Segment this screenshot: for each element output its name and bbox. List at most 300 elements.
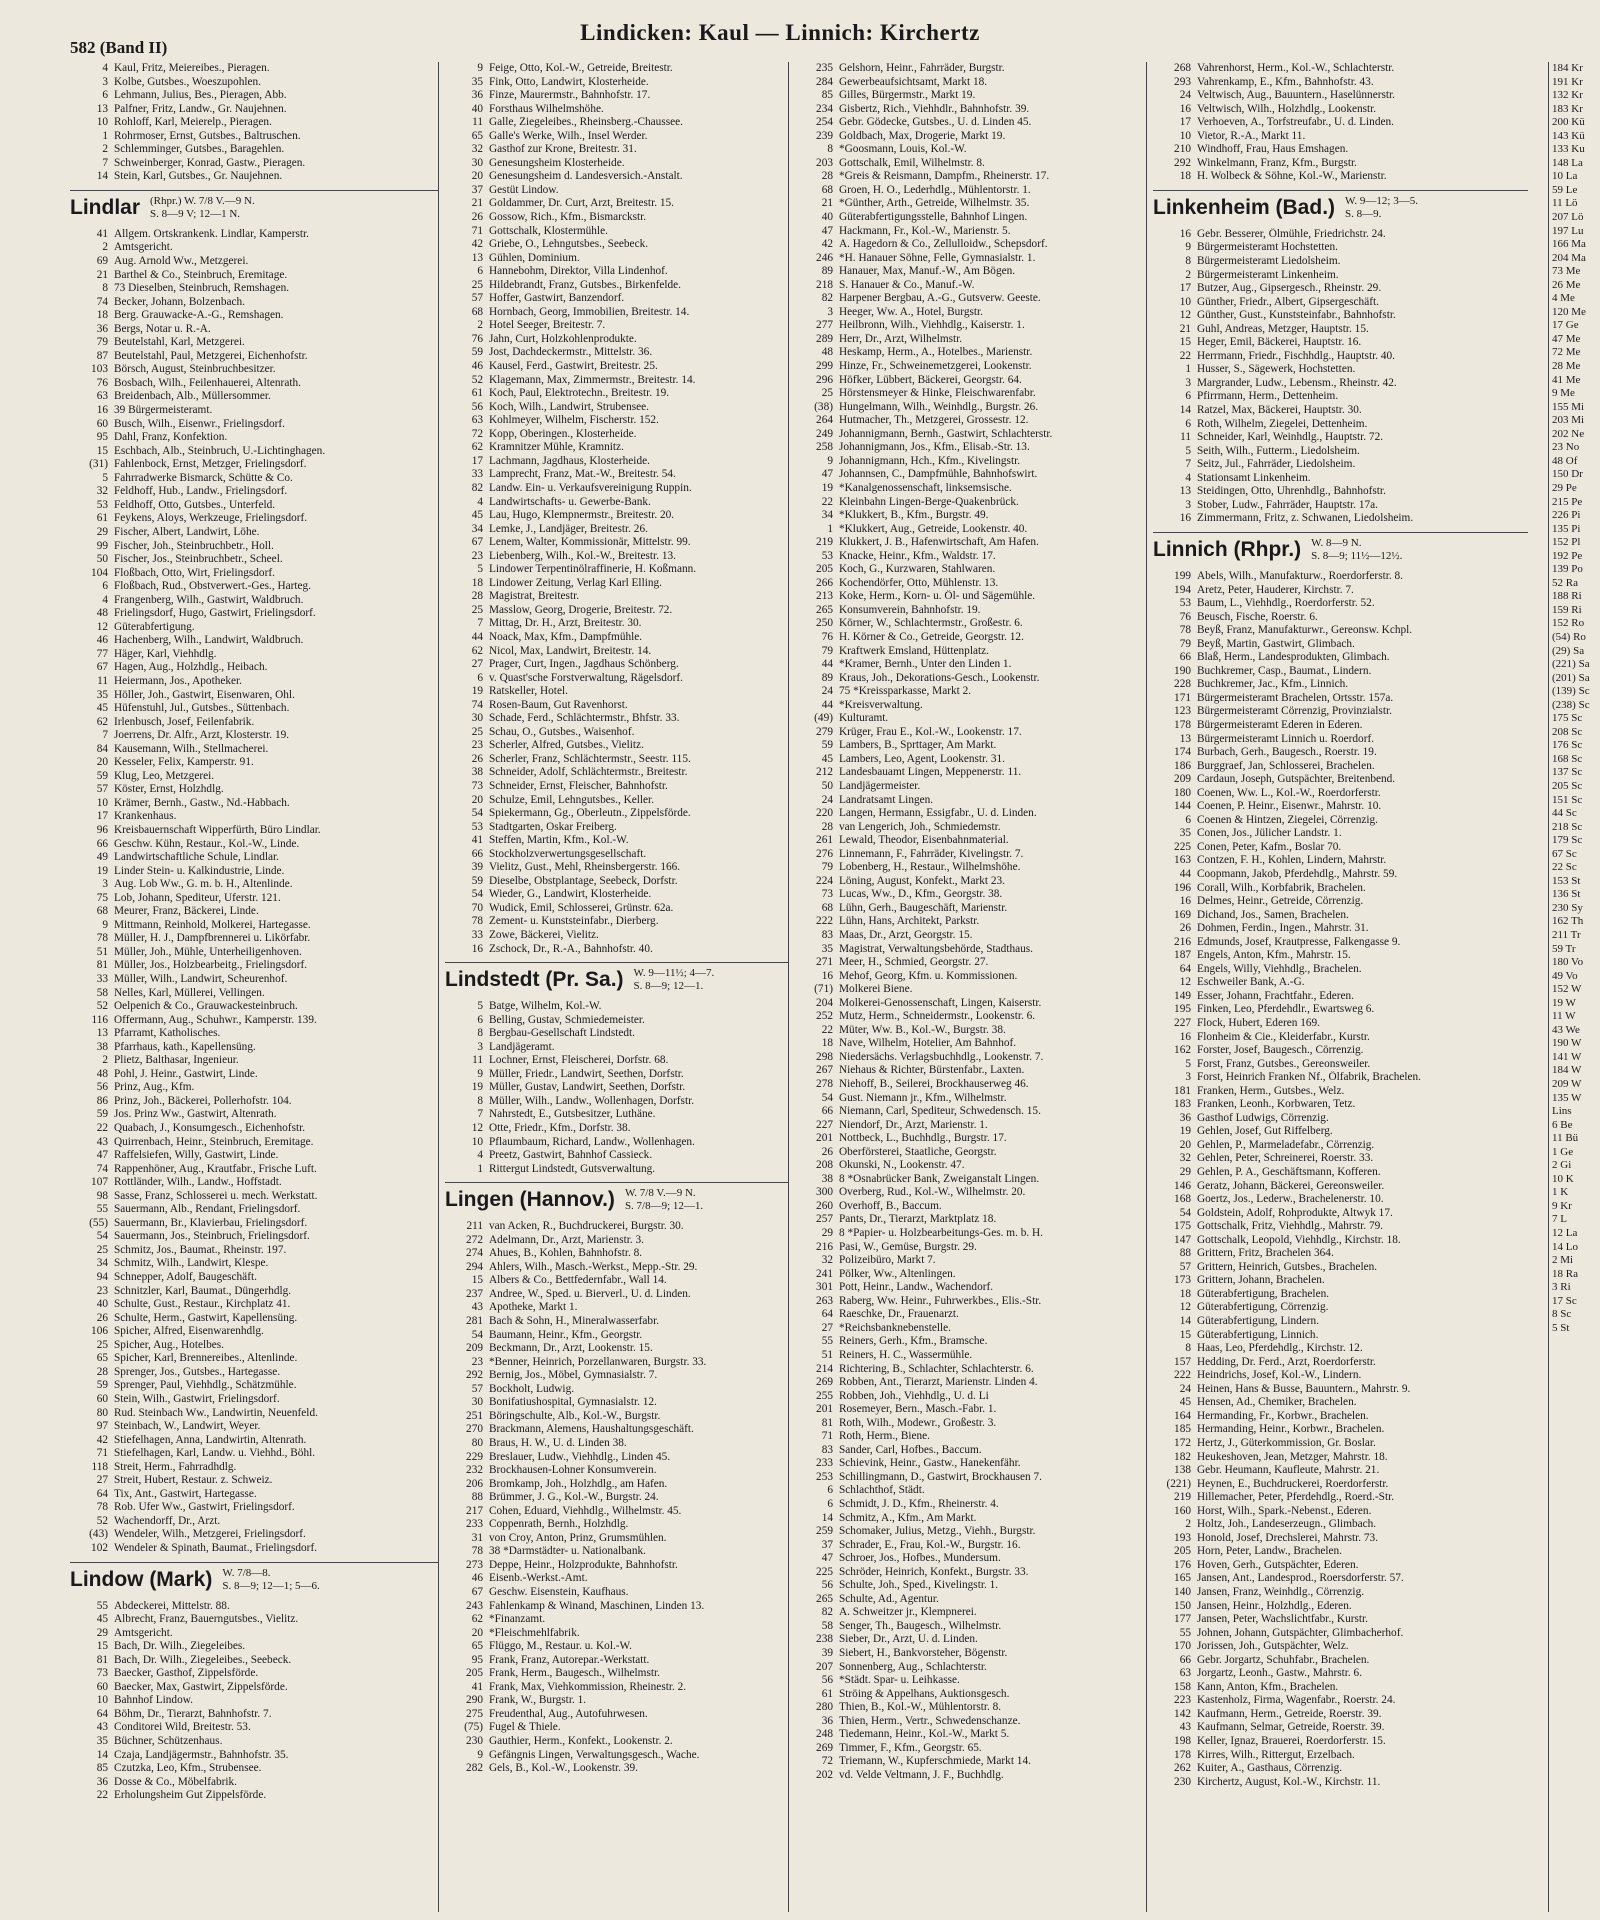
- phone-number: 164: [1174, 1409, 1191, 1422]
- directory-entry: [70, 1312, 438, 1326]
- subscriber-name: Franken, Herm., Gutsbes., Welz.: [1197, 1084, 1345, 1097]
- subscriber-name: Bach, Dr. Wilh., Ziegeleibes., Seebeck.: [114, 1653, 292, 1666]
- subscriber-name: Bach, Dr. Wilh., Ziegeleibes.: [114, 1640, 246, 1653]
- directory-entry: [1153, 787, 1528, 801]
- phone-number: 194: [1174, 583, 1191, 596]
- subscriber-name: Haas, Leo, Pferdehdlg., Kirchstr. 12.: [1197, 1342, 1363, 1355]
- directory-entry: [70, 62, 438, 76]
- subscriber-name: Sieber, Dr., Arzt, U. d. Linden.: [839, 1633, 978, 1646]
- directory-entry: [795, 1213, 1146, 1227]
- subscriber-name: Margrander, Ludw., Lebensm., Rheinstr. 42.: [1197, 376, 1397, 389]
- directory-entry: [795, 157, 1146, 171]
- phone-number: 66: [1179, 1653, 1191, 1666]
- subscriber-name: Joerrens, Dr. Alfr., Arzt, Klosterstr. 19.: [114, 729, 290, 742]
- directory-entry: [795, 1010, 1146, 1024]
- directory-entry: [1153, 1776, 1528, 1790]
- subscriber-name: Sonnenberg, Aug., Schlachterstr.: [839, 1660, 987, 1673]
- phone-number: 76: [1179, 610, 1191, 623]
- directory-entry: [445, 1136, 788, 1150]
- directory-entry: [445, 726, 788, 740]
- phone-number: 85: [821, 89, 833, 102]
- directory-entry: [70, 404, 438, 418]
- directory-entry: [70, 946, 438, 960]
- phone-number: 97: [96, 1420, 108, 1433]
- phone-number: 160: [1174, 1504, 1191, 1517]
- directory-entry: [70, 1654, 438, 1668]
- directory-entry: [445, 1329, 788, 1343]
- cropped-entry: 9 Kr: [1552, 1199, 1572, 1212]
- directory-entry: [445, 875, 788, 889]
- directory-entry: [445, 1600, 788, 1614]
- phone-number: 25: [96, 1243, 108, 1256]
- subscriber-name: Quirrenbach, Heinr., Steinbruch, Eremitage.: [114, 1135, 314, 1148]
- phone-number: 50: [821, 779, 833, 792]
- phone-number: 42: [821, 238, 833, 251]
- phone-number: 72: [471, 427, 483, 440]
- directory-entry: [70, 116, 438, 130]
- directory-entry: [795, 333, 1146, 347]
- cropped-entry: 29 Pe: [1552, 481, 1577, 494]
- subscriber-name: Edmunds, Josef, Krautpresse, Falkengasse 9.: [1197, 935, 1401, 948]
- phone-number: 64: [96, 1707, 108, 1720]
- subscriber-name: *Städt. Spar- u. Leihkasse.: [839, 1674, 960, 1687]
- phone-number: 43: [96, 1721, 108, 1734]
- town-name: Linkenheim (Bad.): [1153, 195, 1336, 219]
- directory-entry: [795, 455, 1146, 469]
- phone-number: 25: [471, 725, 483, 738]
- phone-number: 20: [1179, 1138, 1191, 1151]
- subscriber-name: *Kanalgenossenschaft, linksemsische.: [839, 481, 1012, 494]
- subscriber-name: Buchkremer, Casp., Baumat., Lindern.: [1197, 664, 1372, 677]
- directory-entry: [70, 1681, 438, 1695]
- directory-entry: [445, 116, 788, 130]
- subscriber-name: Hannebohm, Direktor, Villa Lindenhof.: [489, 265, 668, 278]
- subscriber-name: Baecker, Gasthof, Zippelsförde.: [114, 1667, 259, 1680]
- phone-number: 16: [1179, 227, 1191, 240]
- phone-number: 24: [821, 793, 833, 806]
- cropped-entry: 152 Ro: [1552, 617, 1585, 630]
- cropped-entry: 43 We: [1552, 1023, 1580, 1036]
- directory-entry: [1153, 746, 1528, 760]
- subscriber-name: Vielitz, Gust., Mehl, Rheinsbergerstr. 166.: [489, 861, 681, 874]
- directory-entry: [70, 170, 438, 184]
- subscriber-name: Schneider, Ernst, Fleischer, Bahnhofstr.: [489, 779, 668, 792]
- directory-entry: [795, 1769, 1146, 1783]
- phone-number: 43: [471, 1301, 483, 1314]
- phone-number: 15: [1179, 1328, 1191, 1341]
- subscriber-name: Bergs, Notar u. R.-A.: [114, 322, 211, 335]
- directory-entry: [1153, 431, 1528, 445]
- phone-number: 89: [821, 265, 833, 278]
- phone-number: 123: [1174, 705, 1191, 718]
- subscriber-name: Abdeckerei, Mittelstr. 88.: [114, 1599, 230, 1612]
- phone-number: 6: [477, 671, 483, 684]
- directory-entry: [1153, 854, 1528, 868]
- subscriber-name: Vahrenhorst, Herm., Kol.-W., Schlachterstr.: [1197, 62, 1395, 74]
- cropped-entry: 11 Bü: [1552, 1132, 1579, 1145]
- phone-number: 5: [477, 1000, 483, 1013]
- directory-entry: [795, 834, 1146, 848]
- subscriber-name: Mutz, Herm., Schneidermstr., Lookenstr. 6.: [839, 1010, 1036, 1023]
- subscriber-name: Seitz, Jul., Fahrräder, Liedolsheim.: [1197, 458, 1356, 471]
- phone-number: 31: [471, 1531, 483, 1544]
- cropped-entry: 17 Sc: [1552, 1294, 1577, 1307]
- phone-number: 18: [1179, 1287, 1191, 1300]
- phone-number: 204: [816, 996, 833, 1009]
- directory-entry: [70, 228, 438, 242]
- directory-entry: [795, 1674, 1146, 1688]
- subscriber-name: Gauthier, Herm., Konfekt., Lookenstr. 2.: [489, 1734, 673, 1747]
- subscriber-name: Schröder, Heinrich, Konfekt., Burgstr. 33.: [839, 1565, 1029, 1578]
- phone-number: 116: [91, 1013, 108, 1026]
- phone-number: 7: [102, 156, 108, 169]
- subscriber-name: Sprenger, Jos., Gutsbes., Hartegasse.: [114, 1365, 281, 1378]
- phone-number: 70: [471, 901, 483, 914]
- directory-entry: [795, 1417, 1146, 1431]
- phone-number: 277: [816, 319, 833, 332]
- directory-entry: [70, 540, 438, 554]
- directory-entry: [795, 1620, 1146, 1634]
- subscriber-name: Stadtgarten, Oskar Freiberg.: [489, 820, 617, 833]
- directory-entry: [70, 1613, 438, 1627]
- phone-number: 138: [1174, 1464, 1191, 1477]
- phone-number: 38: [471, 766, 483, 779]
- subscriber-name: Schrader, E., Frau, Kol.-W., Burgstr. 16.: [839, 1538, 1021, 1551]
- directory-entry: [1153, 1478, 1528, 1492]
- directory-entry: [445, 1261, 788, 1275]
- subscriber-name: Beusch, Fische, Roerstr. 6.: [1197, 610, 1318, 623]
- subscriber-name: *Klukkert, B., Kfm., Burgstr. 49.: [839, 509, 989, 522]
- phone-number: 44: [1179, 867, 1191, 880]
- phone-number: 14: [96, 170, 108, 183]
- directory-entry: [1153, 377, 1528, 391]
- phone-number: 88: [1179, 1247, 1191, 1260]
- directory-entry: [70, 1108, 438, 1122]
- subscriber-name: Krüger, Frau E., Kol.-W., Lookenstr. 17.: [839, 725, 1022, 738]
- directory-entry: [445, 617, 788, 631]
- subscriber-name: *Reichsbanknebenstelle.: [839, 1321, 951, 1334]
- directory-entry: [1153, 1139, 1528, 1153]
- phone-number: 14: [821, 1511, 833, 1524]
- subscriber-name: Jansen, Peter, Wachslichtfabr., Kurstr.: [1197, 1613, 1368, 1626]
- cropped-entry: 132 Kr: [1552, 89, 1583, 102]
- subscriber-name: 73 Dieselben, Steinbruch, Remshagen.: [114, 282, 290, 295]
- directory-entry: [795, 225, 1146, 239]
- subscriber-name: Schroer, Jos., Hofbes., Mundersum.: [839, 1552, 1001, 1565]
- phone-number: 11: [1180, 431, 1191, 444]
- subscriber-name: Ratskeller, Hotel.: [489, 685, 568, 698]
- phone-number: 14: [1179, 404, 1191, 417]
- phone-number: 36: [96, 322, 108, 335]
- cropped-entry: 168 Sc: [1552, 752, 1583, 765]
- phone-number: 9: [477, 1067, 483, 1080]
- phone-number: 41: [471, 1680, 483, 1693]
- directory-entry: [1153, 228, 1528, 242]
- directory-entry: [445, 441, 788, 455]
- directory-entry: [445, 577, 788, 591]
- phone-number: 174: [1174, 746, 1191, 759]
- subscriber-name: Breidenbach, Alb., Müllersommer.: [114, 390, 271, 403]
- subscriber-name: Bockholt, Ludwig.: [489, 1382, 575, 1395]
- subscriber-name: Goldbach, Max, Drogerie, Markt 19.: [839, 129, 1006, 142]
- subscriber-name: *H. Hanauer Söhne, Felle, Gymnasialstr. 1.: [839, 251, 1036, 264]
- phone-number: 259: [816, 1525, 833, 1538]
- directory-entry: [795, 143, 1146, 157]
- subscriber-name: Landwirtschaftliche Schule, Lindlar.: [114, 851, 280, 864]
- subscriber-name: van Acken, R., Buchdruckerei, Burgstr. 30.: [489, 1220, 684, 1233]
- directory-entry: [70, 1054, 438, 1068]
- directory-entry: [70, 1136, 438, 1150]
- phone-number: 142: [1174, 1707, 1191, 1720]
- phone-number: 205: [816, 563, 833, 576]
- subscriber-name: Landjägeramt.: [489, 1040, 555, 1053]
- subscriber-name: H. Körner & Co., Getreide, Georgstr. 12.: [839, 630, 1024, 643]
- directory-entry: [445, 279, 788, 293]
- phone-number: 175: [1174, 1220, 1191, 1233]
- subscriber-name: Koch, Paul, Elektrotechn., Breitestr. 19.: [489, 387, 670, 400]
- subscriber-name: Harpener Bergbau, A.-G., Gutsverw. Geeste.: [839, 292, 1041, 305]
- subscriber-name: Kraus, Joh., Dekorations-Gesch., Lookenstr.: [839, 671, 1040, 684]
- directory-entry: [795, 1241, 1146, 1255]
- phone-number: 8: [827, 143, 833, 156]
- phone-number: 73: [821, 888, 833, 901]
- subscriber-name: Lob, Johann, Spediteur, Uferstr. 121.: [114, 891, 281, 904]
- subscriber-name: Albrecht, Franz, Bauerngutsbes., Vielitz.: [114, 1613, 299, 1626]
- directory-entry: [795, 1024, 1146, 1038]
- subscriber-name: Spiekermann, Gg., Oberleutn., Zippelsförde.: [489, 807, 691, 820]
- cropped-entry: 120 Me: [1552, 305, 1586, 318]
- phone-number: 43: [96, 1135, 108, 1148]
- subscriber-name: Lühn, Hans, Architekt, Parkstr.: [839, 915, 980, 928]
- directory-entry: [795, 1146, 1146, 1160]
- directory-entry: [70, 1230, 438, 1244]
- phone-number: 102: [91, 1541, 108, 1554]
- directory-entry: [70, 1298, 438, 1312]
- office-hours-line: S. 8—9; 12—1; 5—6.: [222, 1579, 320, 1592]
- phone-number: 7: [477, 617, 483, 630]
- subscriber-name: Johannsen, C., Dampfmühle, Bahnhofswirt.: [839, 468, 1038, 481]
- phone-number: 38: [821, 1172, 833, 1185]
- phone-number: 44: [821, 698, 833, 711]
- phone-number: 56: [96, 1081, 108, 1094]
- subscriber-name: Hanauer, Max, Manuf.-W., Am Bögen.: [839, 265, 1016, 278]
- phone-number: 62: [471, 1613, 483, 1626]
- directory-entry: [795, 1430, 1146, 1444]
- subscriber-name: Kleinbahn Lingen-Berge-Quakenbrück.: [839, 495, 1019, 508]
- directory-entry: [795, 1633, 1146, 1647]
- phone-number: 292: [1174, 156, 1191, 169]
- directory-entry: [795, 238, 1146, 252]
- phone-number: 299: [816, 360, 833, 373]
- subscriber-name: Nicol, Max, Landwirt, Breitestr. 14.: [489, 644, 652, 657]
- directory-entry: [70, 323, 438, 337]
- directory-entry: [445, 807, 788, 821]
- subscriber-name: Albers & Co., Bettfedernfabr., Wall 14.: [489, 1274, 667, 1287]
- subscriber-name: Güterabfertigung, Brachelen.: [1197, 1287, 1330, 1300]
- subscriber-name: Körner, W., Schlachtermstr., Großestr. 6.: [839, 617, 1023, 630]
- phone-number: 301: [816, 1281, 833, 1294]
- phone-number: 68: [821, 901, 833, 914]
- phone-number: 4: [477, 495, 483, 508]
- subscriber-name: Steinbach, W., Landwirt, Weyer.: [114, 1420, 261, 1433]
- phone-number: 268: [1174, 62, 1191, 74]
- subscriber-name: Heynen, E., Buchdruckerei, Roerdorferstr.: [1197, 1477, 1389, 1490]
- phone-number: 56: [821, 1674, 833, 1687]
- subscriber-name: Esser, Johann, Frachtfahr., Ederen.: [1197, 989, 1355, 1002]
- column-1: [70, 62, 438, 1912]
- subscriber-name: Schnitzler, Karl, Baumat., Düngerhdlg.: [114, 1284, 292, 1297]
- subscriber-name: Bonifatiushospital, Gymnasialstr. 12.: [489, 1396, 657, 1409]
- directory-entry: [70, 851, 438, 865]
- subscriber-name: *Klukkert, Aug., Getreide, Lookenstr. 40.: [839, 522, 1028, 535]
- phone-number: 6: [827, 1484, 833, 1497]
- subscriber-name: Schneider, Karl, Weinhdlg., Hauptstr. 72.: [1197, 431, 1384, 444]
- subscriber-name: Tix, Ant., Gastwirt, Hartegasse.: [114, 1487, 257, 1500]
- subscriber-name: Jos. Prinz Ww., Gastwirt, Altenrath.: [114, 1108, 277, 1121]
- directory-entry: [70, 445, 438, 459]
- phone-number: 52: [96, 1000, 108, 1013]
- subscriber-name: Sprenger, Paul, Viehhdlg., Schätzmühle.: [114, 1379, 297, 1392]
- phone-number: 2: [102, 1054, 108, 1067]
- subscriber-name: Pflaumbaum, Richard, Landw., Wollenhagen.: [489, 1135, 695, 1148]
- cropped-entry: 176 Sc: [1552, 739, 1583, 752]
- phone-number: 47: [96, 1149, 108, 1162]
- subscriber-name: Müller, Gustav, Landwirt, Seethen, Dorfstr.: [489, 1081, 686, 1094]
- directory-entry: [795, 902, 1146, 916]
- directory-entry: [70, 377, 438, 391]
- directory-entry: [795, 1308, 1146, 1322]
- subscriber-name: Feldhoff, Otto, Gutsbes., Unterfeld.: [114, 498, 276, 511]
- directory-entry: [445, 455, 788, 469]
- subscriber-name: Forst, Franz, Gutsbes., Gereonsweiler.: [1197, 1057, 1371, 1070]
- directory-entry: [1153, 1518, 1528, 1532]
- subscriber-name: Gust. Niemann jr., Kfm., Wilhelmstr.: [839, 1091, 1007, 1104]
- phone-number: 8: [1185, 1342, 1191, 1355]
- subscriber-name: Amtsgericht.: [114, 241, 173, 254]
- phone-number: 51: [821, 1348, 833, 1361]
- phone-number: 257: [816, 1213, 833, 1226]
- town-heading: [445, 1182, 788, 1217]
- phone-number: 298: [816, 1050, 833, 1063]
- subscriber-name: Dichand, Jos., Samen, Brachelen.: [1197, 908, 1349, 921]
- subscriber-name: Burbach, Gerh., Baugesch., Roerstr. 19.: [1197, 746, 1377, 759]
- phone-number: 8: [102, 282, 108, 295]
- directory-entry: [445, 1762, 788, 1776]
- subscriber-name: *Goosmann, Louis, Kol.-W.: [839, 143, 967, 156]
- subscriber-name: Konsumverein, Bahnhofstr. 19.: [839, 603, 981, 616]
- cropped-entry: 218 Sc: [1552, 820, 1583, 833]
- phone-number: 9: [477, 1748, 483, 1761]
- cropped-entry: 190 W: [1552, 1037, 1582, 1050]
- phone-number: 58: [96, 986, 108, 999]
- subscriber-name: Heilbronn, Wilh., Viehhdlg., Kaiserstr. 1.: [839, 319, 1025, 332]
- subscriber-name: Kramnitzer Mühle, Kramnitz.: [489, 441, 624, 454]
- cropped-entry: 6 Be: [1552, 1118, 1573, 1131]
- directory-entry: [70, 865, 438, 879]
- directory-entry: [445, 1559, 788, 1573]
- subscriber-name: Schulte, Ad., Agentur.: [839, 1592, 939, 1605]
- phone-number: 193: [1174, 1531, 1191, 1544]
- subscriber-name: Raeschke, Dr., Frauenarzt.: [839, 1308, 959, 1321]
- directory-entry: [445, 1545, 788, 1559]
- phone-number: 63: [96, 390, 108, 403]
- directory-entry: [795, 645, 1146, 659]
- subscriber-name: Häger, Karl, Viehhdlg.: [114, 647, 217, 660]
- directory-entry: [70, 1000, 438, 1014]
- subscriber-name: Schmitz, A., Kfm., Am Markt.: [839, 1511, 977, 1524]
- town-name: Lindow (Mark): [70, 1567, 213, 1591]
- directory-entry: [70, 1407, 438, 1421]
- directory-entry: [1153, 1329, 1528, 1343]
- directory-entry: [795, 1579, 1146, 1593]
- phone-number: 60: [96, 1680, 108, 1693]
- directory-entry: [1153, 1613, 1528, 1627]
- phone-number: 146: [1174, 1179, 1191, 1192]
- subscriber-name: Coopmann, Jakob, Pferdehdlg., Mahrstr. 59.: [1197, 867, 1398, 880]
- subscriber-name: Baum, L., Viehhdlg., Roerdorferstr. 52.: [1197, 597, 1375, 610]
- subscriber-name: Gehlen, P., Marmeladefabr., Cörrenzig.: [1197, 1138, 1375, 1151]
- phone-number: 6: [1185, 813, 1191, 826]
- phone-number: 48: [96, 607, 108, 620]
- subscriber-name: Sauermann, Alb., Rendant, Frielingsdorf.: [114, 1203, 301, 1216]
- phone-number: 26: [1179, 922, 1191, 935]
- subscriber-name: Kirres, Wilh., Rittergut, Erzelbach.: [1197, 1748, 1355, 1761]
- cropped-entry: 179 Sc: [1552, 834, 1583, 847]
- directory-entry: [1153, 597, 1528, 611]
- subscriber-name: Conen, Jos., Jülicher Landstr. 1.: [1197, 827, 1342, 840]
- phone-number: 75: [96, 891, 108, 904]
- phone-number: 206: [466, 1477, 483, 1490]
- phone-number: 26: [96, 1311, 108, 1324]
- phone-number: 45: [471, 509, 483, 522]
- phone-number: 64: [96, 1487, 108, 1500]
- subscriber-name: Lindower Terpentinölraffinerie, H. Koßmann.: [489, 563, 697, 576]
- directory-entry: [445, 794, 788, 808]
- directory-entry: [445, 1014, 788, 1028]
- directory-entry: [70, 932, 438, 946]
- directory-entry: [1153, 418, 1528, 432]
- phone-number: 212: [816, 766, 833, 779]
- phone-number: 33: [96, 973, 108, 985]
- directory-entry: [445, 1478, 788, 1492]
- cropped-entry: 10 La: [1552, 170, 1578, 183]
- directory-entry: [1153, 1396, 1528, 1410]
- directory-entry: [795, 509, 1146, 523]
- phone-number: 78: [1179, 624, 1191, 637]
- directory-entry: [70, 499, 438, 513]
- directory-entry: [445, 1749, 788, 1763]
- directory-entry: [445, 1356, 788, 1370]
- phone-number: 241: [816, 1267, 833, 1280]
- subscriber-name: Kolbe, Gutsbes., Woeszupohlen.: [114, 75, 261, 88]
- phone-number: 67: [96, 661, 108, 674]
- phone-number: 278: [816, 1078, 833, 1091]
- directory-entry: [1153, 665, 1528, 679]
- directory-entry: [795, 184, 1146, 198]
- subscriber-name: Börsch, August, Steinbruchbesitzer.: [114, 363, 276, 376]
- directory-entry: [70, 553, 438, 567]
- subscriber-name: Verhoeven, A., Torfstreufabr., U. d. Linden.: [1197, 116, 1394, 129]
- subscriber-name: Preetz, Gastwirt, Bahnhof Cassieck.: [489, 1149, 653, 1162]
- directory-entry: [1153, 868, 1528, 882]
- phone-number: 39: [471, 861, 483, 874]
- directory-entry: [1153, 1044, 1528, 1058]
- phone-number: 58: [821, 1619, 833, 1632]
- phone-number: 3: [1185, 498, 1191, 511]
- phone-number: 71: [471, 224, 483, 237]
- phone-number: 228: [1174, 678, 1191, 691]
- subscriber-name: Cohen, Eduard, Viehhdlg., Wilhelmstr. 45.: [489, 1504, 682, 1517]
